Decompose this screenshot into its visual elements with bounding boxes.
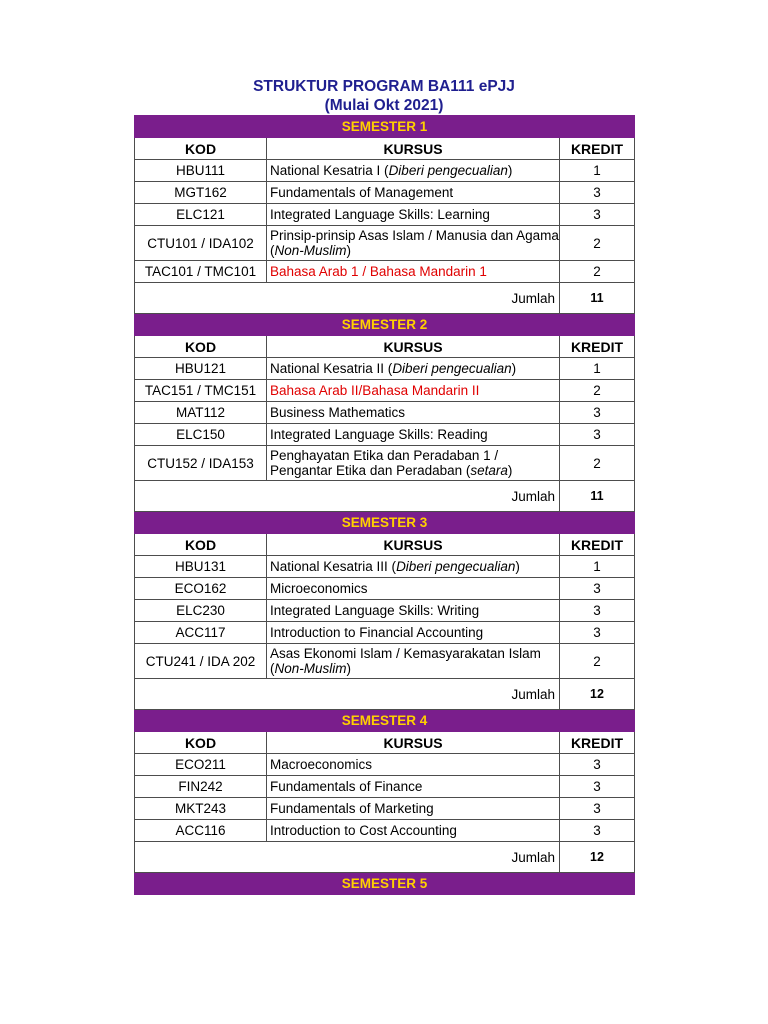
table-row	[135, 380, 635, 402]
table-row	[135, 446, 635, 481]
table-row	[135, 226, 635, 261]
course-code: HBU131	[135, 556, 267, 578]
semester-header	[135, 116, 635, 138]
table-row	[135, 424, 635, 446]
course-name: Fundamentals of Finance	[267, 776, 560, 798]
table-row	[135, 578, 635, 600]
course-name: Bahasa Arab II/Bahasa Mandarin II	[267, 380, 560, 402]
header-kredit: KREDIT	[560, 138, 635, 160]
course-name: Integrated Language Skills: Writing	[267, 600, 560, 622]
semester-header	[135, 512, 635, 534]
course-credit: 3	[560, 622, 635, 644]
course-code: CTU101 / IDA102	[135, 226, 267, 261]
course-code: MAT112	[135, 402, 267, 424]
header-kredit: KREDIT	[560, 534, 635, 556]
table-row	[135, 402, 635, 424]
course-credit: 3	[560, 754, 635, 776]
course-credit: 1	[560, 556, 635, 578]
page-title: STRUKTUR PROGRAM BA111 ePJJ	[253, 78, 515, 95]
table-row	[135, 776, 635, 798]
course-code: ELC150	[135, 424, 267, 446]
program-structure-table	[134, 115, 635, 895]
course-credit: 3	[560, 600, 635, 622]
course-credit: 3	[560, 578, 635, 600]
course-credit: 2	[560, 446, 635, 481]
course-credit: 3	[560, 424, 635, 446]
course-name: Bahasa Arab 1 / Bahasa Mandarin 1	[267, 261, 560, 283]
course-credit: 1	[560, 358, 635, 380]
total-value: 12	[560, 842, 635, 873]
semester-label: SEMESTER 1	[135, 116, 635, 138]
semester-header	[135, 314, 635, 336]
total-row	[135, 842, 635, 873]
course-code: MKT243	[135, 798, 267, 820]
semester-label: SEMESTER 4	[135, 710, 635, 732]
course-credit: 2	[560, 380, 635, 402]
course-code: ECO162	[135, 578, 267, 600]
header-kursus: KURSUS	[267, 732, 560, 754]
course-code: MGT162	[135, 182, 267, 204]
course-name: Asas Ekonomi Islam / Kemasyarakatan Islam (Non-Muslim)	[267, 644, 560, 679]
course-name: Integrated Language Skills: Reading	[267, 424, 560, 446]
semester-label: SEMESTER 2	[135, 314, 635, 336]
course-code: HBU111	[135, 160, 267, 182]
column-header-row	[135, 138, 635, 160]
header-kod: KOD	[135, 336, 267, 358]
header-kod: KOD	[135, 138, 267, 160]
course-credit: 3	[560, 776, 635, 798]
course-credit: 3	[560, 204, 635, 226]
table-row	[135, 644, 635, 679]
course-name: National Kesatria II (Diberi pengecualian)	[267, 358, 560, 380]
course-name: Penghayatan Etika dan Peradaban 1 / Pengantar Etika dan Peradaban (setara)	[267, 446, 560, 481]
course-code: ELC230	[135, 600, 267, 622]
course-name: Macroeconomics	[267, 754, 560, 776]
course-credit: 3	[560, 182, 635, 204]
total-row	[135, 481, 635, 512]
course-code: TAC101 / TMC101	[135, 261, 267, 283]
semester-label: SEMESTER 5	[135, 873, 635, 895]
course-name: Introduction to Financial Accounting	[267, 622, 560, 644]
course-code: TAC151 / TMC151	[135, 380, 267, 402]
total-label: Jumlah	[135, 679, 560, 710]
header-kod: KOD	[135, 732, 267, 754]
column-header-row	[135, 336, 635, 358]
table-row	[135, 798, 635, 820]
course-code: FIN242	[135, 776, 267, 798]
header-kursus: KURSUS	[267, 138, 560, 160]
course-name: Business Mathematics	[267, 402, 560, 424]
course-name: Fundamentals of Marketing	[267, 798, 560, 820]
table-row	[135, 358, 635, 380]
table-row	[135, 622, 635, 644]
table-row	[135, 820, 635, 842]
page-subtitle: (Mulai Okt 2021)	[324, 97, 444, 114]
column-header-row	[135, 732, 635, 754]
course-code: ELC121	[135, 204, 267, 226]
header-kursus: KURSUS	[267, 336, 560, 358]
table-row	[135, 754, 635, 776]
total-label: Jumlah	[135, 842, 560, 873]
course-code: CTU152 / IDA153	[135, 446, 267, 481]
course-code: ACC116	[135, 820, 267, 842]
header-kod: KOD	[135, 534, 267, 556]
table-row	[135, 556, 635, 578]
header-kredit: KREDIT	[560, 732, 635, 754]
course-credit: 2	[560, 226, 635, 261]
course-credit: 3	[560, 402, 635, 424]
course-credit: 3	[560, 798, 635, 820]
course-name: Microeconomics	[267, 578, 560, 600]
table-row	[135, 261, 635, 283]
course-name: Introduction to Cost Accounting	[267, 820, 560, 842]
course-credit: 2	[560, 644, 635, 679]
table-row	[135, 160, 635, 182]
course-name: Integrated Language Skills: Learning	[267, 204, 560, 226]
total-row	[135, 283, 635, 314]
total-label: Jumlah	[135, 481, 560, 512]
total-label: Jumlah	[135, 283, 560, 314]
total-value: 11	[560, 481, 635, 512]
semester-header	[135, 873, 635, 895]
course-code: ACC117	[135, 622, 267, 644]
course-name: National Kesatria III (Diberi pengecualian)	[267, 556, 560, 578]
header-kredit: KREDIT	[560, 336, 635, 358]
table-row	[135, 182, 635, 204]
course-credit: 1	[560, 160, 635, 182]
total-value: 11	[560, 283, 635, 314]
course-code: CTU241 / IDA 202	[135, 644, 267, 679]
table-row	[135, 204, 635, 226]
total-row	[135, 679, 635, 710]
semester-header	[135, 710, 635, 732]
course-code: ECO211	[135, 754, 267, 776]
course-name: Prinsip-prinsip Asas Islam / Manusia dan Agama (Non-Muslim)	[267, 226, 560, 261]
course-credit: 2	[560, 261, 635, 283]
course-name: National Kesatria I (Diberi pengecualian)	[267, 160, 560, 182]
course-name: Fundamentals of Management	[267, 182, 560, 204]
course-code: HBU121	[135, 358, 267, 380]
total-value: 12	[560, 679, 635, 710]
header-kursus: KURSUS	[267, 534, 560, 556]
semester-label: SEMESTER 3	[135, 512, 635, 534]
column-header-row	[135, 534, 635, 556]
course-credit: 3	[560, 820, 635, 842]
table-row	[135, 600, 635, 622]
